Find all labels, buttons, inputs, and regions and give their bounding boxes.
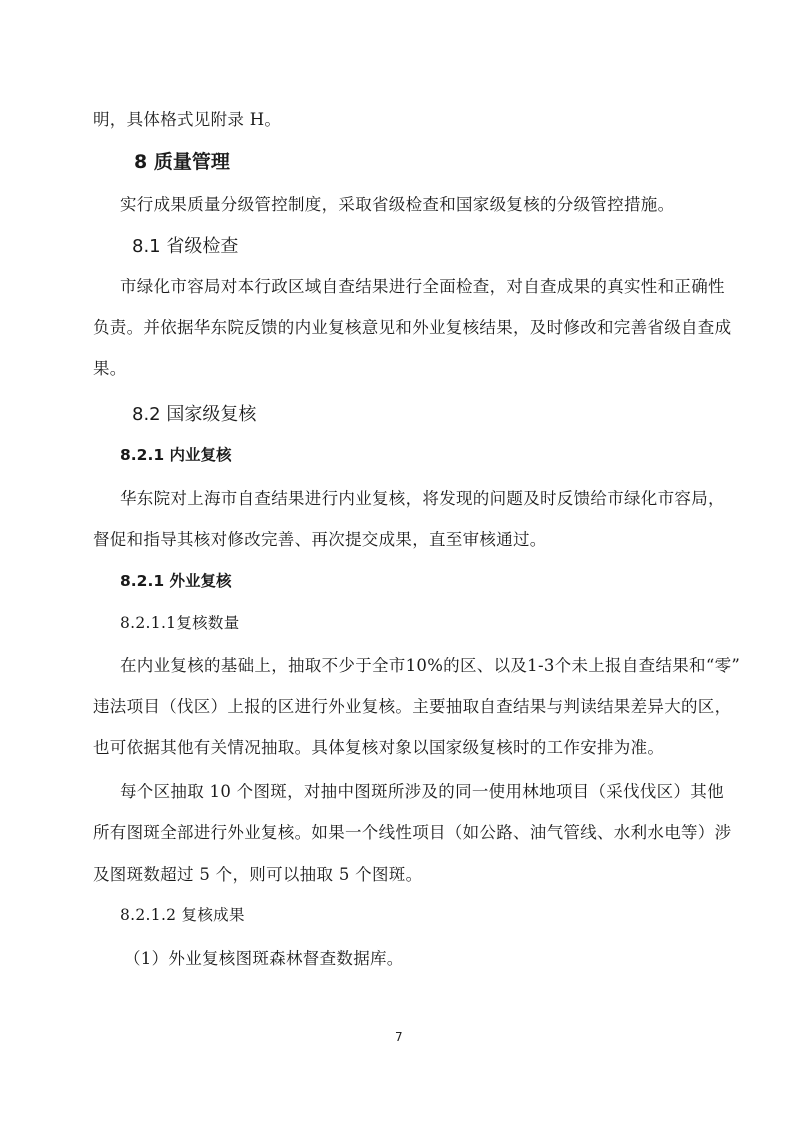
section-heading-8: 8 质量管理: [134, 151, 230, 173]
section-heading-8-1: 8.1 省级检查: [132, 236, 239, 257]
paragraph-line: 违法项目（伐区）上报的区进行外业复核。主要抽取自查结果与判读结果差异大的区，: [93, 697, 732, 716]
subsection-heading-8-2-1-internal: 8.2.1 内业复核: [120, 446, 232, 464]
paragraph-line: 华东院对上海市自查结果进行内业复核，将发现的问题及时反馈给市绿化市容局，: [120, 489, 725, 508]
list-item: （1）外业复核图斑森林督查数据库。: [124, 949, 404, 968]
paragraph-line: 果。: [93, 359, 127, 378]
paragraph-line: 所有图斑全部进行外业复核。如果一个线性项目（如公路、油气管线、水利水电等）涉: [93, 823, 732, 842]
paragraph-line: 实行成果质量分级管控制度，采取省级检查和国家级复核的分级管控措施。: [120, 195, 675, 214]
subsubsection-heading-8-2-1-1: 8.2.1.1复核数量: [120, 614, 240, 632]
subsubsection-heading-8-2-1-2: 8.2.1.2 复核成果: [120, 906, 245, 924]
paragraph-continuation: 明，具体格式见附录 H。: [93, 110, 282, 129]
paragraph-line: 在内业复核的基础上，抽取不少于全市10%的区、以及1-3个未上报自查结果和“零”: [120, 656, 741, 675]
paragraph-line: 督促和指导其核对修改完善、再次提交成果，直至审核通过。: [93, 530, 547, 549]
paragraph-line: 也可依据其他有关情况抽取。具体复核对象以国家级复核时的工作安排为准。: [93, 738, 665, 757]
paragraph-line: 市绿化市容局对本行政区域自查结果进行全面检查，对自查成果的真实性和正确性: [120, 277, 725, 296]
page-number: 7: [395, 1030, 403, 1044]
subsection-heading-8-2-1-field: 8.2.1 外业复核: [120, 572, 232, 590]
section-heading-8-2: 8.2 国家级复核: [132, 404, 257, 425]
paragraph-line: 及图斑数超过 5 个，则可以抽取 5 个图斑。: [93, 865, 423, 884]
paragraph-line: 每个区抽取 10 个图斑，对抽中图斑所涉及的同一使用林地项目（采伐伐区）其他: [120, 782, 724, 801]
paragraph-line: 负责。并依据华东院反馈的内业复核意见和外业复核结果，及时修改和完善省级自查成: [93, 318, 732, 337]
